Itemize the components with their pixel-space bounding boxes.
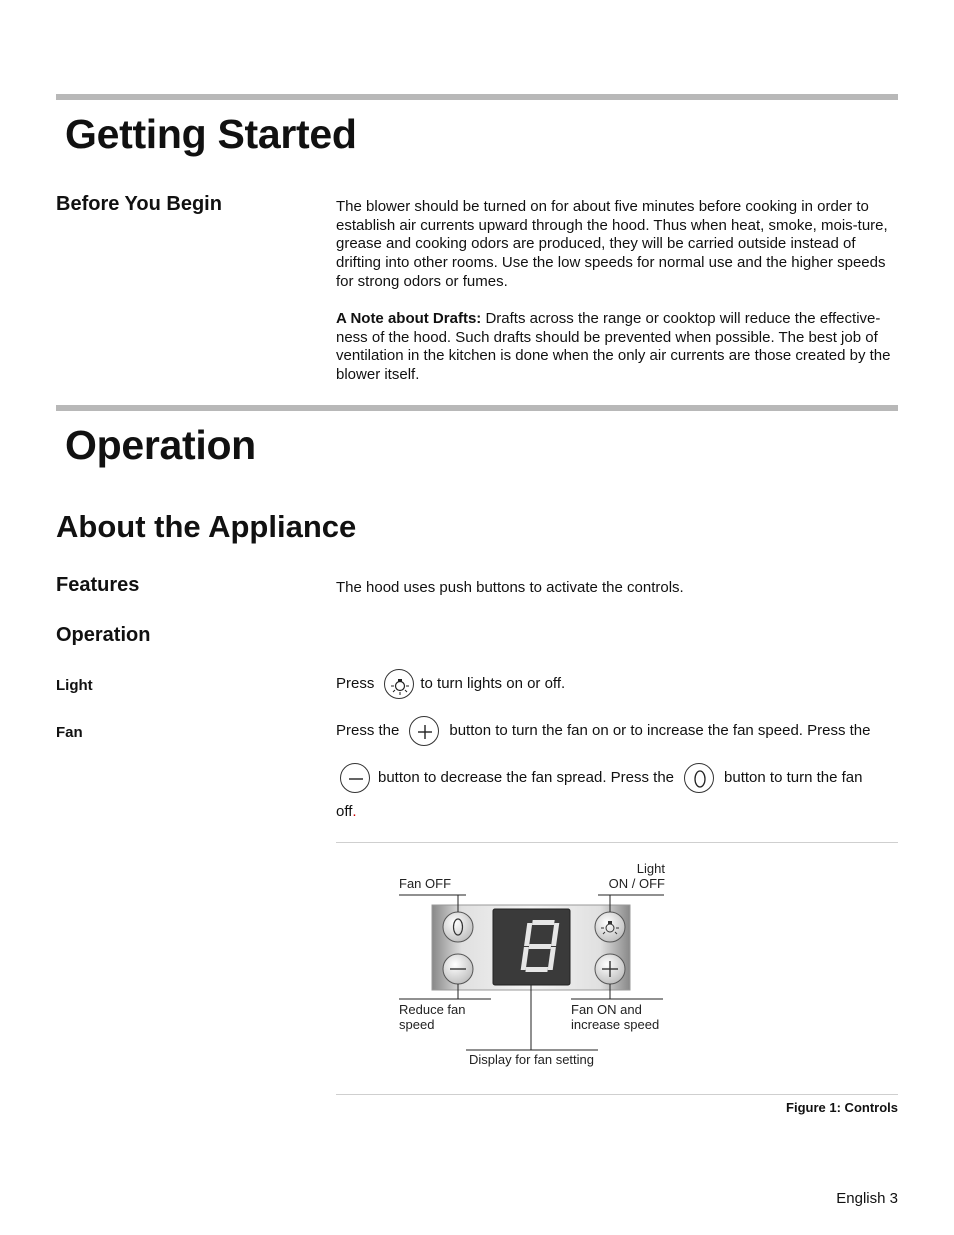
before-paragraph: The blower should be turned on for about five minutes before cooking in order to establish air currents upward through the hood. Thus when heat, smoke, mois-ture, grease and cooking odors are produced, they will be carried outside instead of drifting into other rooms. Use the low speeds for normal use and the higher speeds for strong odors or fumes. — [336, 198, 888, 290]
caption-light-line1: Light — [636, 861, 665, 876]
heading-features: Features — [56, 574, 140, 596]
caption-display: Display for fan setting — [469, 1052, 595, 1067]
light-post-text: to turn lights on or off. — [420, 674, 566, 692]
fan-line1-post: button to turn the fan on or to increase the fan speed. Press the — [449, 721, 871, 739]
figure-caption: Figure 1: Controls — [786, 1100, 898, 1115]
caption-light — [598, 861, 665, 891]
fan-line1-pre: Press the — [336, 721, 400, 739]
caption-reduce-fan — [399, 1002, 466, 1032]
label-fan: Fan — [56, 724, 83, 741]
caption-reduce-line2: speed — [399, 1017, 435, 1032]
panel-minus-button — [443, 954, 473, 984]
caption-fan-on-line1: Fan ON and — [571, 1002, 642, 1017]
caption-fan-on — [571, 1002, 659, 1032]
caption-reduce-line1: Reduce fan — [399, 1002, 466, 1017]
heading-before-you-begin: Before You Begin — [56, 193, 222, 215]
caption-fan-off: Fan OFF — [399, 876, 452, 891]
caption-light-line2: ON / OFF — [608, 876, 665, 891]
features-text: The hood uses push buttons to activate the controls. — [336, 579, 684, 596]
fan-line3-dot: . — [352, 803, 357, 820]
page-title-operation: Operation — [65, 422, 256, 468]
panel-plus-button — [595, 954, 625, 984]
figure-bottom-rule — [336, 1094, 898, 1095]
label-light: Light — [56, 677, 93, 694]
fan-line2-mid: button to decrease the fan spread. Press the — [378, 768, 675, 786]
panel-zero-button — [443, 912, 473, 942]
caption-fan-on-line2: increase speed — [571, 1017, 660, 1032]
fan-line2-post: button to turn the fan — [724, 768, 863, 786]
heading-operation: Operation — [56, 624, 151, 646]
note-label: A Note about Drafts: — [336, 310, 482, 327]
heading-about-the-appliance: About the Appliance — [56, 509, 357, 544]
page-title-getting-started: Getting Started — [65, 111, 357, 157]
panel-light-button — [595, 912, 625, 942]
light-pre-text: Press — [336, 674, 375, 692]
note-text: Drafts across the range or cooktop will reduce the effective-ness of the hood. Such drafts should be prevented when possible. The best job of ventilation in the kitchen is done when the only air currents are those created by the blower itself. — [336, 310, 891, 384]
fan-line3-text: off — [336, 803, 353, 820]
page-number: English 3 — [836, 1190, 898, 1207]
